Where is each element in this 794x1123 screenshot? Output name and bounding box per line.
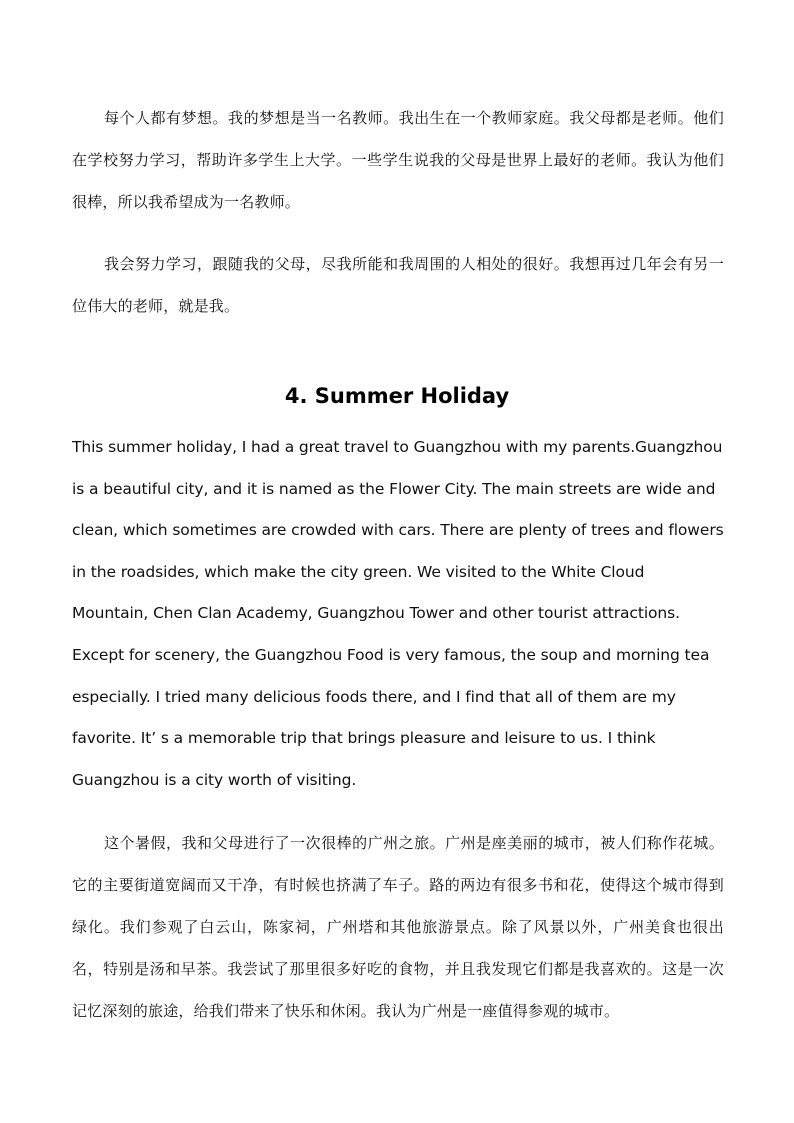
english-paragraph-summer-holiday	[72, 427, 722, 801]
english-line: This summer holiday, I had a great travel to Guangzhou with my parents.Guangzhou	[72, 438, 723, 456]
english-line: Guangzhou is a city worth of visiting.	[72, 770, 357, 789]
english-line: especially. I tried many delicious foods there, and I find that all of them are my	[72, 687, 676, 706]
english-line: favorite. It’ s a memorable trip that brings pleasure and leisure to us. I think	[72, 729, 656, 748]
english-line: Except for scenery, the Guangzhou Food is very famous, the soup and morning tea	[72, 645, 710, 664]
chinese-paragraph-study: 我会努力学习，跟随我的父母，尽我所能和我周围的人相处的很好。我想再过几年会有另一位伟大的老师，就是我。	[72, 255, 724, 315]
chinese-paragraph-dream: 每个人都有梦想。我的梦想是当一名教师。我出生在一个教师家庭。我父母都是老师。他们在学校努力学习，帮助许多学生上大学。一些学生说我的父母是世界上最好的老师。我认为他们很棒，所以我希望成为一名教师。	[72, 109, 724, 211]
essay-heading: 4. Summer Holiday	[284, 384, 510, 408]
english-line: clean, which sometimes are crowded with cars. There are plenty of trees and flowers	[72, 521, 724, 540]
english-line: is a beautiful city, and it is named as the Flower City. The main streets are wide and	[72, 479, 716, 498]
english-line: Mountain, Chen Clan Academy, Guangzhou Tower and other tourist attractions.	[72, 604, 680, 623]
chinese-paragraph-summer-holiday: 这个暑假，我和父母进行了一次很棒的广州之旅。广州是座美丽的城市，被人们称作花城。它的主要街道宽阔而又干净，有时候也挤满了车子。路的两边有很多书和花，使得这个城市得到绿化。我们参观了白云山，陈家祠，广州塔和其他旅游景点。除了风景以外，广州美食也很出名，特别是汤和早茶。我尝试了那里很多好吃的食物，并且我发现它们都是我喜欢的。这是一次记忆深刻的旅途，给我们带来了快乐和休闲。我认为广州是一座值得参观的城市。	[72, 834, 724, 1020]
english-line: in the roadsides, which make the city green. We visited to the White Cloud	[72, 562, 645, 581]
